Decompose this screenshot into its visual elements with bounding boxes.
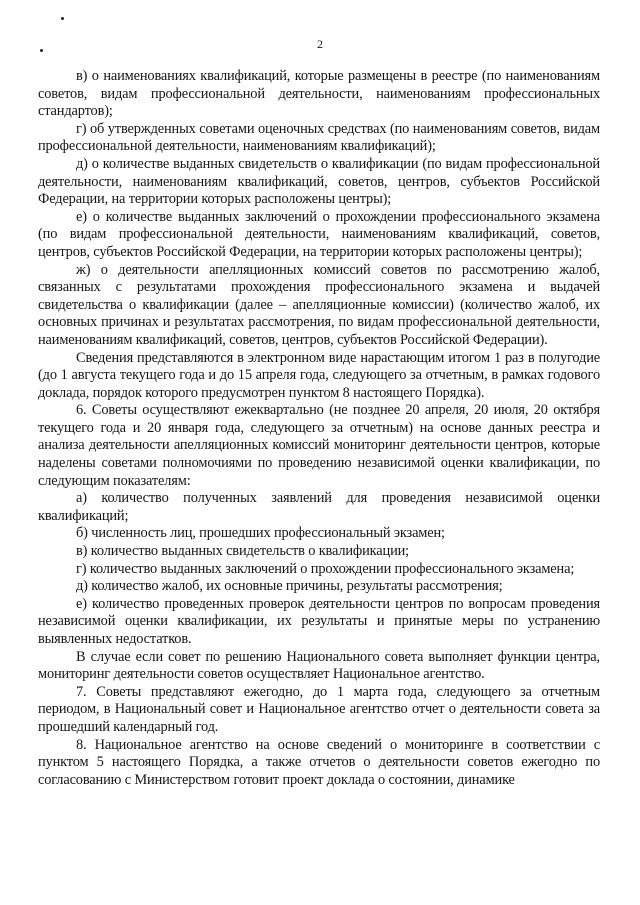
indicator-d: д) количество жалоб, их основные причины, результаты рассмотрения;: [76, 578, 503, 595]
paragraph-submission: Сведения представляются в электронном виде нарастающим итогом 1 раз в полугодие (до 1 августа текущего года и до 15 апреля года, следующего за отчетным, в рамках годового доклада, порядок которого предусмотрен пунктом 8 настоящего Порядка).: [38, 349, 600, 401]
paragraph-g: г) об утвержденных советами оценочных средствах (по наименованиям советов, видам профессиональной деятельности, наименованиям квалификаций);: [38, 120, 600, 155]
indicator-e: е) количество проведенных проверок деятельности центров по вопросам проведения независимой оценки квалификации, их результаты и принятые меры по устранению выявленных недостатков.: [38, 595, 600, 647]
paragraph-item-7: 7. Советы представляют ежегодно, до 1 марта года, следующего за отчетным периодом, в Национальный совет и Национальное агентство отчет о деятельности совета за прошедший календарный год.: [38, 683, 600, 735]
document-body: [38, 68, 600, 789]
indicator-g: г) количество выданных заключений о прохождении профессионального экзамена;: [76, 560, 575, 577]
scan-dot: [61, 17, 64, 20]
paragraph-e: е) о количестве выданных заключений о прохождении профессионального экзамена (по видам профессиональной деятельности, наименованиям квалификаций, советов, центров, субъектов Российской Федерации, на территории которых расположены центры);: [38, 208, 600, 260]
paragraph-d: д) о количестве выданных свидетельств о квалификации (по видам профессиональной деятельности, наименованиям квалификаций, советов, центров, субъектов Российской Федерации, на территории которых расположены центры);: [38, 155, 600, 208]
indicator-a: а) количество полученных заявлений для проведения независимой оценки квалификаций;: [38, 490, 600, 524]
page-number: 2: [317, 37, 323, 51]
paragraph-zh: ж) о деятельности апелляционных комиссий советов по рассмотрению жалоб, связанных с результатами прохождения профессионального экзамена и выдачей свидетельства о квалификации (далее – апелляционные комиссии) (количество жалоб, их основных причинах и результатах рассмотрения, по видам профессиональной деятельности, наименованиям квалификаций, советов, центров, субъектов Российской Федерации).: [38, 261, 600, 348]
indicator-b: б) численность лиц, прошедших профессиональный экзамен;: [76, 525, 445, 542]
paragraph-item-6: 6. Советы осуществляют ежеквартально (не позднее 20 апреля, 20 июля, 20 октября текущего года и 20 января года, следующего за отчетным) на основе данных реестра и анализа деятельности апелляционных комиссий мониторинг деятельности центров, которые наделены советами полномочиями по проведению независимой оценки квалификации, по следующим показателям:: [38, 402, 600, 489]
indicator-v: в) количество выданных свидетельств о квалификации;: [76, 543, 410, 560]
paragraph-national-council: В случае если совет по решению Национального совета выполняет функции центра, мониторинг деятельности советов осуществляет Национальное агентство.: [38, 648, 600, 683]
paragraph-v: в) о наименованиях квалификаций, которые размещены в реестре (по наименованиям советов, видам профессиональной деятельности, наименованиям профессиональных стандартов);: [38, 68, 600, 120]
paragraph-item-8: 8. Национальное агентство на основе сведений о мониторинге в соответствии с пунктом 5 настоящего Порядка, а также отчетов о деятельности советов ежегодно по согласованию с Министерством готовит проект доклада о состоянии, динамике: [38, 736, 600, 788]
